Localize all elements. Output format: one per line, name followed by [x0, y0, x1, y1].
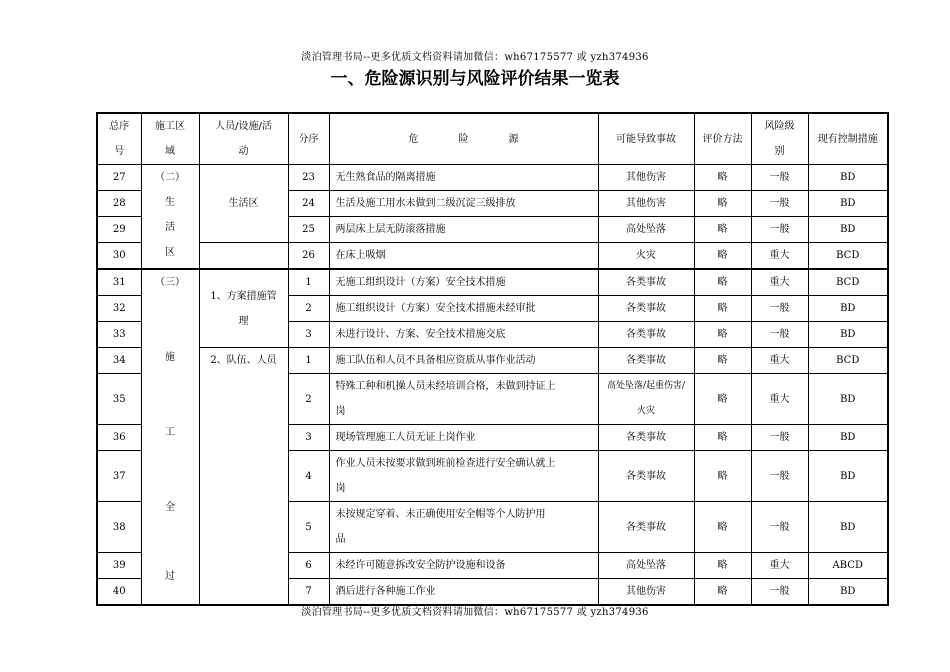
table-row: 35 2 特殊工种和机操人员未经培训合格，未做到持证上 岗 高处坠落/起重伤害/ 火灾 略 重大 BD	[97, 374, 888, 425]
table-row: 33 3 未进行设计、方案、安全技术措施交底 各类事故 略 一般 BD	[97, 322, 888, 348]
table-row: 31 （三） 施 工 全 过 1、方案措施管 理 1 无施工组织设计（方案）安全技术措施 各类事故 略 重大 BCD	[97, 269, 888, 296]
header-note: 淡泊管理书局--更多优质文档资料请加微信：wh67175577 或 yzh374936	[301, 52, 649, 63]
page-title: 一、危险源识别与风险评价结果一览表	[330, 69, 620, 89]
sub-team-personnel: 2、队伍、人员	[199, 348, 288, 606]
col-risk: 风险级 别	[751, 113, 808, 165]
table-row: 32 2 施工组织设计（方案）安全技术措施未经审批 各类事故 略 一般 BD	[97, 296, 888, 322]
footer-note: 淡泊管理书局--更多优质文档资料请加微信：wh67175577 或 yzh374936	[301, 607, 649, 618]
table-row: 36 3 现场管理施工人员无证上岗作业 各类事故 略 一般 BD	[97, 425, 888, 451]
table-row: 34 2、队伍、人员 1 施工队伍和人员不具备相应资质从事作业活动 各类事故 略 重大 BCD	[97, 348, 888, 374]
table-row: 29 25 两层床上层无防滚落措施 高处坠落 略 一般 BD	[97, 217, 888, 243]
table-row: 27 （二） 生 活 区 生活区 23 无生熟食品的隔离措施 其他伤害 略 一般 BD	[97, 165, 888, 191]
col-control: 现有控制措施	[808, 113, 888, 165]
sub-living: 生活区	[199, 165, 288, 243]
table-row: 37 4 作业人员未按要求做到班前检查进行安全确认就上 岗 各类事故 略 一般 BD	[97, 451, 888, 502]
area-construction: （三） 施 工 全 过	[141, 269, 199, 605]
col-method: 评价方法	[694, 113, 751, 165]
hazard-table	[96, 112, 889, 606]
table-header-row	[97, 113, 888, 165]
table-row: 40 7 酒后进行各种施工作业 其他伤害 略 一般 BD	[97, 579, 888, 606]
col-accident: 可能导致事故	[598, 113, 694, 165]
col-hazard: 危 险 源	[329, 113, 598, 165]
col-area: 施工区 域	[141, 113, 199, 165]
table-row: 30 26 在床上吸烟 火灾 略 重大 BCD	[97, 243, 888, 270]
table-row: 39 6 未经许可随意拆改安全防护设施和设备 高处坠落 略 重大 ABCD	[97, 553, 888, 579]
col-seq: 分序	[288, 113, 329, 165]
sub-plan-measures: 1、方案措施管 理	[199, 269, 288, 348]
table-row: 28 24 生活及施工用水未做到二级沉淀三级排放 其他伤害 略 一般 BD	[97, 191, 888, 217]
table-row: 38 5 未按规定穿着、未正确使用安全帽等个人防护用 品 各类事故 略 一般 BD	[97, 502, 888, 553]
col-person: 人员/设施/活 动	[199, 113, 288, 165]
col-total-no: 总序 号	[97, 113, 141, 165]
area-living: （二） 生 活 区	[141, 165, 199, 270]
